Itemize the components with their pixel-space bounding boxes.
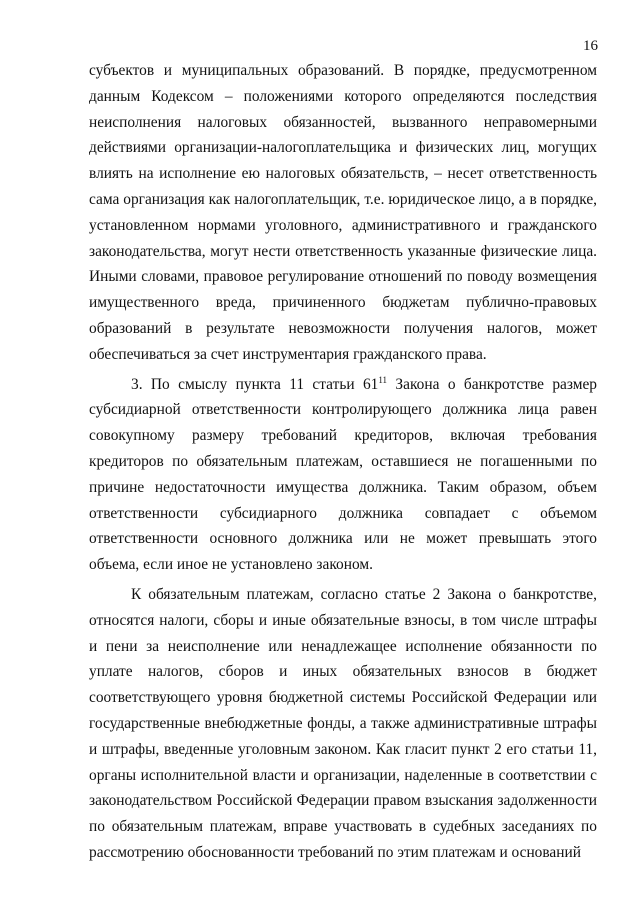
- body-text: [89, 58, 597, 866]
- article-superscript: 11: [378, 374, 388, 385]
- paragraph-item-3-start: 3. По смыслу пункта 11 статьи 61: [131, 375, 379, 393]
- paragraph-item-3: [89, 372, 597, 578]
- page-number: 16: [583, 38, 598, 54]
- paragraph-continuation: субъектов и муниципальных образований. В порядке, предусмотренном данным Кодексом – положениями которого определяются последствия неисполнения налоговых обязанностей, вызванного неправомерными действиями организации-налогоплательщика и физических лиц, могущих влиять на исполнение ею налоговых обязательств, – несет ответственность сама организация как налогоплательщик, т.е. юридическое лицо, а в порядке, установленном нормами уголовного, административного и гражданского законодательства, могут нести ответственность указанные физические лица. Иными словами, правовое регулирование отношений по поводу возмещения имущественного вреда, причиненного бюджетам публично-правовых образований в результате невозможности получения налогов, может обеспечиваться за счет инструментария гражданского права.: [89, 62, 597, 363]
- paragraph-item-3-rest: Закона о банкротстве размер субсидиарной ответственности контролирующего должника лица равен совокупному размеру требований кредиторов, включая требования кредиторов по обязательным платежам, оставшиеся не погашенными по причине недостаточности имущества должника. Таким образом, объем ответственности субсидиарного должника совпадает с объемом ответственности основного должника или не может превышать этого объема, если иное не установлено законом.: [89, 375, 597, 574]
- paragraph-obligatory-payments: К обязательным платежам, согласно статье 2 Закона о банкротстве, относятся налоги, сборы и иные обязательные взносы, в том числе штрафы и пени за неисполнение или ненадлежащее исполнение обязанности по уплате налогов, сборов и иных обязательных взносов в бюджет соответствующего уровня бюджетной системы Российской Федерации или государственные внебюджетные фонды, а также административные штрафы и штрафы, введенные уголовным законом. Как гласит пункт 2 его статьи 11, органы исполнительной власти и организации, наделенные в соответствии с законодательством Российской Федерации правом взыскания задолженности по обязательным платежам, вправе участвовать в судебных заседаниях по рассмотрению обоснованности требований по этим платежам и оснований: [89, 585, 597, 861]
